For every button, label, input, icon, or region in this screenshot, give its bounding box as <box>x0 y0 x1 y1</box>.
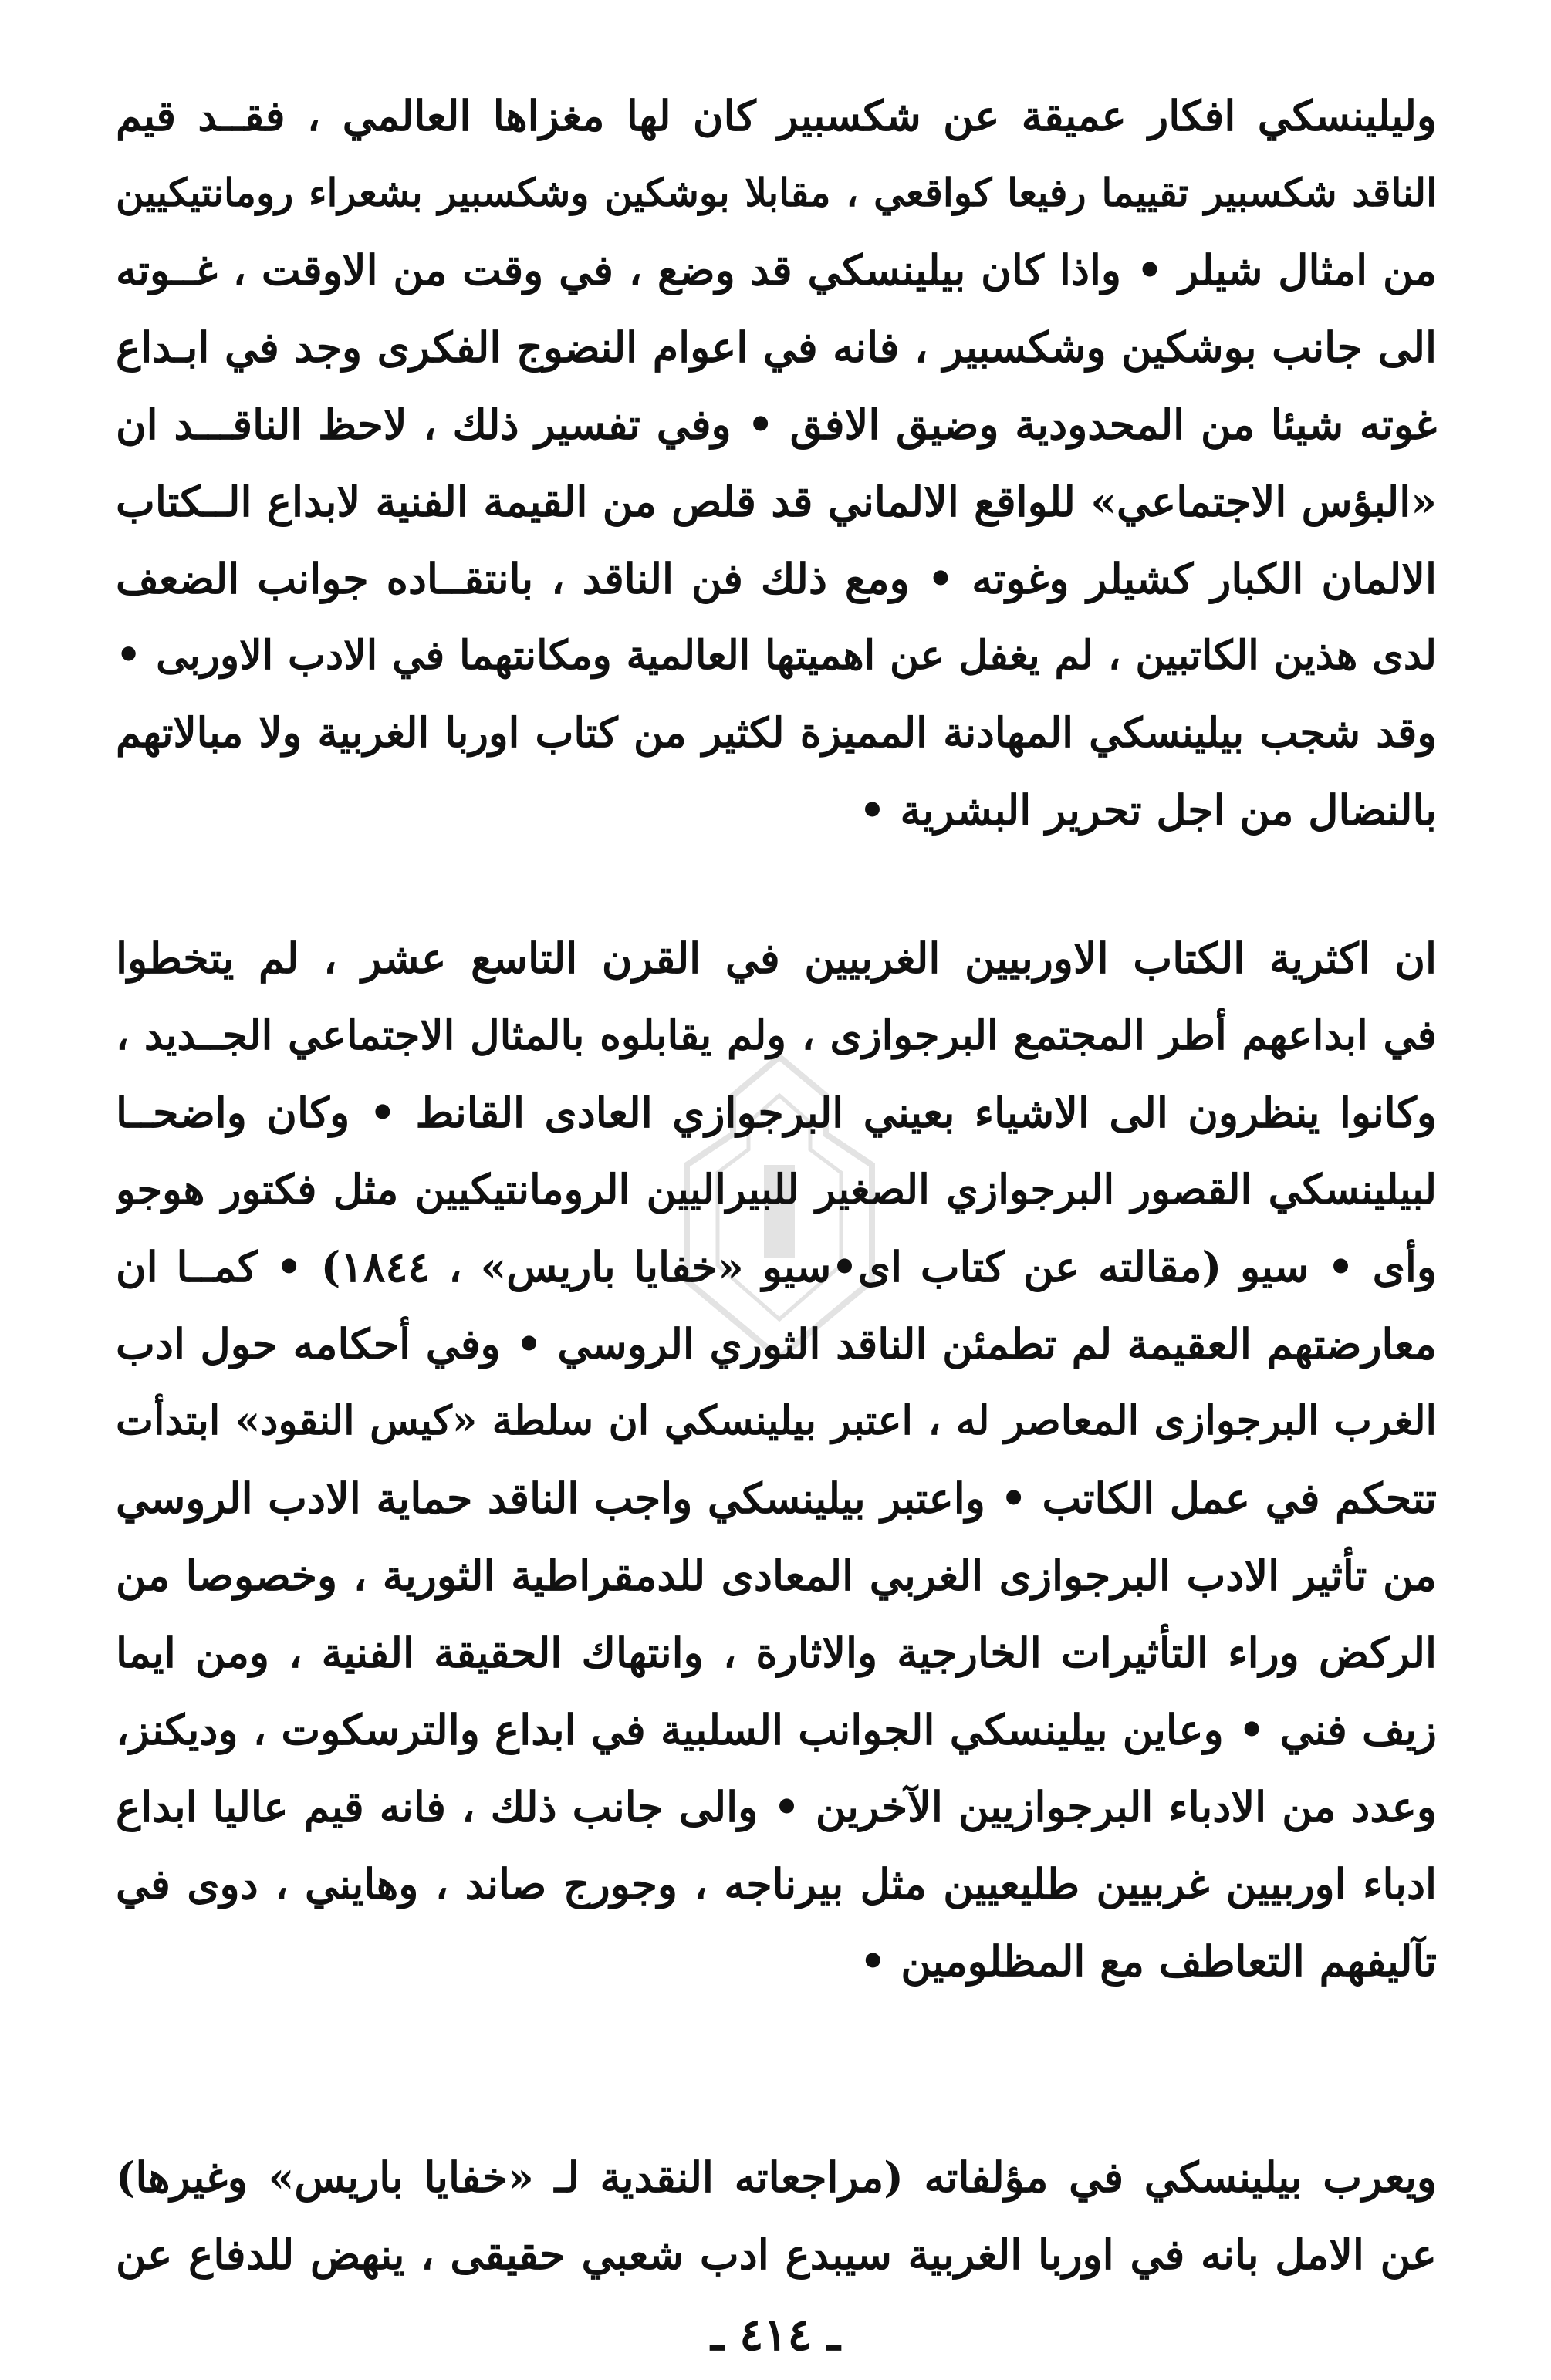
text-line: «البؤس الاجتماعي» للواقع الالماني قد قلص من القيمة الفنية لابداع الــكتاب <box>116 477 1437 526</box>
text-line: غوته شيئا من المحدودية وضيق الافق • وفي تفسير ذلك ، لاحظ الناقـــد ان <box>116 400 1437 449</box>
text-line: وقد شجب بيلينسكي المهادنة المميزة لكثير من كتاب اوربا الغربية ولا مبالاتهم <box>116 709 1437 757</box>
paragraph-3 <box>116 2139 1437 2293</box>
text-line: ان اكثرية الكتاب الاوربيين الغربيين في القرن التاسع عشر ، لم يتخطوا <box>116 933 1437 983</box>
text-line: بالنضال من اجل تحرير البشرية • <box>859 785 1437 835</box>
text-line: الى جانب بوشكين وشكسبير ، فانه في اعوام النضوج الفكرى وجد في ابـداع <box>116 322 1437 372</box>
text-line: معارضتهم العقيمة لم تطمئن الناقد الثوري الروسي • وفي أحكامه حول ادب <box>116 1319 1437 1369</box>
text-line: في ابداعهم أطر المجتمع البرجوازى ، ولم يقابلوه بالمثال الاجتماعي الجــديد ، <box>116 1011 1437 1059</box>
page-number: ـ ٤١٤ ـ <box>711 2308 840 2361</box>
text-line: لبيلينسكي القصور البرجوازي الصغير للبيراليين الرومانتيكيين مثل فكتور هوجو <box>116 1166 1437 1214</box>
text-line: الركض وراء التأثيرات الخارجية والاثارة ، وانتهاك الحقيقة الفنية ، ومن ايما <box>116 1628 1437 1677</box>
text-line: الغرب البرجوازى المعاصر له ، اعتبر بيلينسكي ان سلطة «كيس النقود» ابتدأت <box>116 1397 1437 1444</box>
text-line: ويعرب بيلينسكي في مؤلفاته (مراجعاته النقدية لـ «خفايا باريس» وغيرها) <box>116 2152 1437 2202</box>
text-line: وأى • سيو (مقالته عن كتاب اى•سيو «خفايا باريس» ، ١٨٤٤) • كمــا ان <box>116 1242 1437 1291</box>
text-line: من تأثير الادب البرجوازى الغربي المعادى للدمقراطية الثورية ، وخصوصا من <box>116 1551 1437 1600</box>
paragraph-2 <box>116 920 1437 2000</box>
text-line: تتحكم في عمل الكاتب • واعتبر بيلينسكي واجب الناقد حماية الادب الروسي <box>116 1474 1437 1523</box>
paragraph-1 <box>116 77 1437 849</box>
text-line: من امثال شيلر • واذا كان بيلينسكي قد وضع ، في وقت من الاوقت ، غــوته <box>116 245 1437 295</box>
text-line: لدى هذين الكاتبين ، لم يغفل عن اهميتها العالمية ومكانتهما في الادب الاوربى • <box>116 632 1437 679</box>
text-line: الالمان الكبار كشيلر وغوته • ومع ذلك فن الناقد ، بانتقــاده جوانب الضعف <box>116 554 1437 603</box>
text-line: وكانوا ينظرون الى الاشياء بعيني البرجوازي العادى القانط • وكان واضحــا <box>116 1088 1437 1137</box>
text-line: عن الامل بانه في اوربا الغربية سيبدع ادب شعبي حقيقى ، ينهض للدفاع عن <box>116 2230 1437 2279</box>
text-line: تآليفهم التعاطف مع المظلومين • <box>860 1936 1437 1986</box>
text-line: وعدد من الادباء البرجوازيين الآخرين • والى جانب ذلك ، فانه قيم عاليا ابداع <box>116 1782 1437 1831</box>
text-line: زيف فني • وعاين بيلينسكي الجوانب السلبية في ابداع والترسكوت ، وديكنز، <box>116 1705 1437 1754</box>
text-line: وليلينسكي افكار عميقة عن شكسبير كان لها مغزاها العالمي ، فقــد قيم <box>116 91 1437 140</box>
text-line: الناقد شكسبير تقييما رفيعا كواقعي ، مقابلا بوشكين وشكسبير بشعراء رومانتيكيين <box>116 170 1437 215</box>
text-line: ادباء اوربيين غربيين طليعيين مثل بيرناجه ، وجورج صاند ، وهايني ، دوى في <box>116 1859 1437 1909</box>
